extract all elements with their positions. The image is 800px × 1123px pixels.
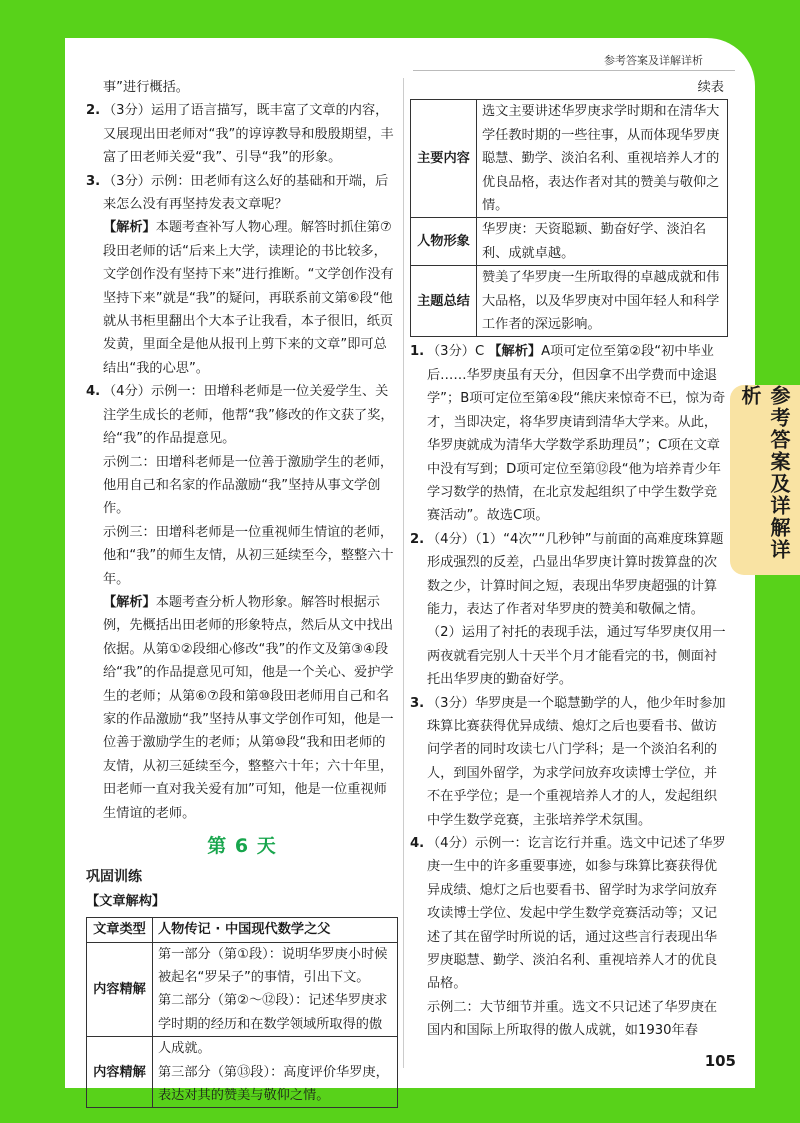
- right-column: [410, 76, 728, 1043]
- content-part-1: 人成就。: [158, 1041, 211, 1057]
- header-title: 参考答案及详解详析: [604, 54, 703, 67]
- row-label: 内容精解: [87, 1037, 153, 1108]
- intro-line: 事”进行概括。: [103, 80, 189, 95]
- table-row: [411, 100, 728, 218]
- question-number: 1.: [410, 344, 425, 360]
- row-label: 人物形象: [411, 218, 477, 266]
- question-1: [410, 340, 728, 527]
- example-1: （4分）示例一：田增科老师是一位关爱学生、关注学生成长的老师，他帮“我”修改的作文获了奖，给“我”的作品提意见。: [103, 384, 394, 447]
- row-content: 赞美了华罗庚一生所取得的卓越成就和伟大品格，以及华罗庚对中国年轻人和科学工作者的深远影响。: [477, 266, 728, 337]
- side-tab: [730, 385, 800, 575]
- analysis-text: 本题考查补写人物心理。解答时抓住第⑦段田老师的话“后来上大学，读理论的书比较多，文学创作没有坚持下来”进行推断。“文学创作没有坚持下来”就是“我”的疑问，再联系前文第⑥段“他就从书柜里翻出个大本子让我看，本子很旧，纸页发黄，里面全是他从报刊上剪下来的文章”即可总结出“我的心思”。: [103, 220, 394, 376]
- table-row: [411, 266, 728, 337]
- analysis-tag: 【解析】: [103, 594, 156, 610]
- table-row: [87, 942, 398, 1037]
- question-number: 4.: [410, 836, 425, 851]
- question-3: [410, 692, 728, 832]
- page-number: 105: [704, 1052, 736, 1070]
- question-number: 4.: [86, 384, 101, 400]
- analysis-text: A项可定位至第②段“初中毕业后……华罗庚虽有天分，但因拿不出学费而中途退学”；B项可定位至第④段“熊庆来惊奇不已，惊为奇才，当即决定，将华罗庚请到清华大学来。从此，华罗庚就成为清华大学数学系助理员”；C项在文章中没有写到；D项可定位至第⑫段“他为培养青少年学习数学的热情，在北京发起组织了中学生数学竞赛活动”。故选C项。: [427, 344, 726, 524]
- question-number: 3.: [410, 695, 425, 711]
- row-content: 选文主要讲述华罗庚求学时期和在清华大学任教时期的一些往事，从而体现华罗庚聪慧、勤学、淡泊名利、重视培养人才的优良品格，表达作者对其的赞美与敬仰之情。: [477, 100, 728, 218]
- row-content: 华罗庚：天资聪颖、勤奋好学、淡泊名利、成就卓越。: [477, 218, 728, 266]
- answer-part-2: （2）运用了衬托的表现手法，通过写华罗庚仅用一两夜就看完别人十天半个月才能看完的书，侧面衬托出华罗庚的勤奋好学。: [427, 625, 726, 688]
- example-3: 示例三：田增科老师是一位重视师生情谊的老师，他和“我”的师生友情，从初三延续至今，整整六十年。: [103, 524, 394, 587]
- continued-label: 续表: [697, 80, 724, 95]
- table-row: [87, 1037, 398, 1108]
- row-label: 内容精解: [87, 942, 153, 1037]
- question-number: 3.: [86, 173, 101, 189]
- question-number: 2.: [86, 103, 101, 119]
- row-label: 主题总结: [411, 266, 477, 337]
- question-number: 2.: [410, 531, 425, 547]
- row-content: [153, 1037, 398, 1108]
- row-label: 主要内容: [411, 100, 477, 218]
- analysis-text: 本题考查分析人物形象。解答时根据示例，先概括出田老师的形象特点，然后从文中找出依据。从第①②段细心修改“我”的作文及第③④段给“我”的作品提意见可知，他是一个关心、爱护学生的老师；从第⑥⑦段和第⑩段田老师用自己和名家的作品激励“我”坚持从事文学创作可知，他是一位善于激励学生的老师；从第⑩段“我和田老师的友情，从初三延续至今，整整六十年；六十年里，田老师一直对我关爱有加”可知，他是一位重视师生情谊的老师。: [103, 594, 394, 821]
- row-content: 人物传记 · 中国现代数学之父: [153, 918, 398, 942]
- answer-lead: （3分）C: [427, 344, 485, 360]
- row-label: 文章类型: [87, 918, 153, 942]
- answer-part-1: （4分）（1）“4次”“几秒钟”与前面的高难度珠算题形成强烈的反差，凸显出华罗庚计算时拨算盘的次数之少，计算时间之短，表现出华罗庚超强的计算能力，表达了作者对华罗庚的赞美和敬佩之情。: [427, 531, 724, 617]
- continued-table: [410, 99, 728, 337]
- left-column: [86, 76, 398, 1108]
- content-part-2: 第二部分（第②～⑫段）：记述华罗庚求学时期的经历和在数学领域所取得的傲: [158, 993, 388, 1032]
- row-content: [153, 942, 398, 1037]
- question-4-analysis: [86, 591, 398, 825]
- content-part-2: 第三部分（第⑬段）：高度评价华罗庚，表达对其的赞美与敬仰之情。: [158, 1064, 389, 1104]
- analysis-tag: 【解析】: [488, 344, 542, 360]
- structure-table: [86, 917, 398, 1108]
- table-row: [87, 918, 398, 942]
- question-4: [410, 832, 728, 996]
- question-text: （3分）运用了语言描写，既丰富了文章的内容，又展现出田老师对“我”的谆谆教导和殷殷期望，丰富了田老师关爱“我”、引导“我”的形象。: [103, 103, 394, 166]
- question-2: [410, 528, 728, 622]
- example-1: （4分）示例一：讫言讫行并重。选文中记述了华罗庚一生中的许多重要事迹，如参与珠算比赛获得优异成绩、熄灯之后也要看书、留学时为求学问放弃攻读博士学位、发起中学生数学竞赛活动等；又记述了其在留学时所说的话，通过这些言行表现出华罗庚聪慧、勤学、淡泊名利、重视培养人才的优良品格。: [427, 836, 726, 992]
- question-text: （3分）华罗庚是一个聪慧勤学的人，他少年时参加珠算比赛获得优异成绩、熄灯之后也要看书、做访问学者的同时攻读七八门学科；是一个淡泊名利的人，到国外留学，为求学问放弃攻读博士学位，并不在乎学位；是一个重视培养人才的人，发起组织中学生数学竞赛，主张培养学术氛围。: [427, 695, 726, 828]
- example-2: 示例二：田增科老师是一位善于激励学生的老师，他用自己和名家的作品激励“我”坚持从事文学创作。: [103, 454, 394, 517]
- analysis-tag: 【解析】: [103, 220, 156, 236]
- section-title: 巩固训练: [86, 869, 142, 886]
- header-divider: [413, 70, 735, 71]
- question-3: [86, 170, 398, 217]
- day-title: 第 6 天: [207, 835, 277, 857]
- question-3-analysis: [86, 216, 398, 380]
- question-text: （3分）示例：田老师有这么好的基础和开端，后来怎么没有再坚持发表文章呢？: [103, 173, 389, 213]
- column-divider: [403, 78, 404, 1068]
- side-tab-label: 参考答案及详解详析: [738, 385, 791, 561]
- table-row: [411, 218, 728, 266]
- question-2: [86, 99, 398, 169]
- question-4: [86, 380, 398, 450]
- example-2: 示例二：大节细节并重。选文不只记述了华罗庚在国内和国际上所取得的傲人成就，如1930年春: [427, 999, 718, 1039]
- content-part-1: 第一部分（第①段）：说明华罗庚小时候被起名“罗呆子”的事情，引出下文。: [158, 946, 388, 986]
- structure-title: 【文章解构】: [86, 893, 166, 909]
